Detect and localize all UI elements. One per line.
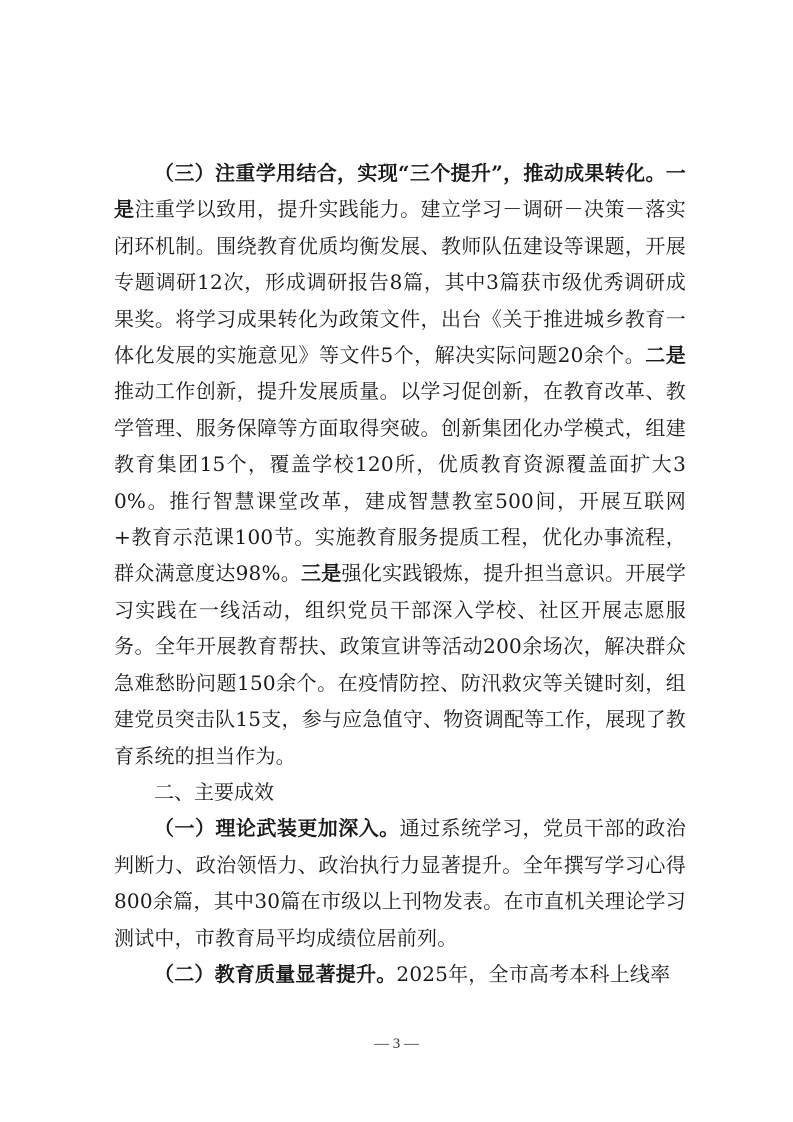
paragraph-practice-results bbox=[114, 155, 686, 774]
point-text-second: 推动工作创新，提升发展质量。以学习促创新，在教育改革、教学管理、服务保障等方面取得突破。创新集团化办学模式，组建教育集团15个，覆盖学校120所，优质教育资源覆盖面扩大30%。推行智慧课堂改革，建成智慧教室500间，开展互联网+教育示范课100节。实施教育服务提质工程，优化办事流程，群众满意度达98%。 bbox=[114, 379, 686, 586]
paragraph-theory-armament bbox=[114, 810, 686, 956]
paragraph-education-quality bbox=[114, 956, 686, 992]
section-heading-main-results: 二、主要成效 bbox=[154, 779, 274, 804]
point-label-first: 一是 bbox=[114, 161, 686, 222]
point-text-third: 强化实践锻炼，提升担当意识。开展学习实践在一线活动，组织党员干部深入学校、社区开展志愿服务。全年开展教育帮扶、政策宣讲等活动200余场次，解决群众急难愁盼问题150余个。在疫情防控、防汛救灾等关键时刻，组建党员突击队15支，参与应急值守、物资调配等工作，展现了教育系统的担当作为。 bbox=[114, 561, 687, 768]
paragraph-lead-heading: （三）注重学用结合，实现“三个提升”，推动成果转化。 bbox=[154, 161, 666, 185]
paragraph-lead-heading: （二）教育质量显著提升。 bbox=[154, 961, 397, 986]
page-number: — 3 — bbox=[374, 1036, 419, 1052]
paragraph-lead-heading: （一）理论武装更加深入。 bbox=[154, 816, 400, 841]
point-label-third: 三是 bbox=[301, 561, 342, 586]
paragraph-text: 2025年，全市高考本科上线率 bbox=[396, 961, 671, 986]
paragraph-text: 通过系统学习，党员干部的政治判断力、政治领悟力、政治执行力显著提升。全年撰写学习心得800余篇，其中30篇在市级以上刊物发表。在市直机关理论学习测试中，市教育局平均成绩位居前列。 bbox=[114, 816, 686, 950]
point-text-first: 注重学以致用，提升实践能力。建立学习－调研－决策－落实闭环机制。围绕教育优质均衡发展、教师队伍建设等课题，开展专题调研12次，形成调研报告8篇，其中3篇获市级优秀调研成果奖。将学习成果转化为政策文件，出台《关于推进城乡教育一体化发展的实施意见》等文件5个，解决实际问题20余个。 bbox=[114, 197, 686, 368]
document-body bbox=[114, 155, 686, 992]
point-label-second: 二是 bbox=[645, 343, 686, 368]
